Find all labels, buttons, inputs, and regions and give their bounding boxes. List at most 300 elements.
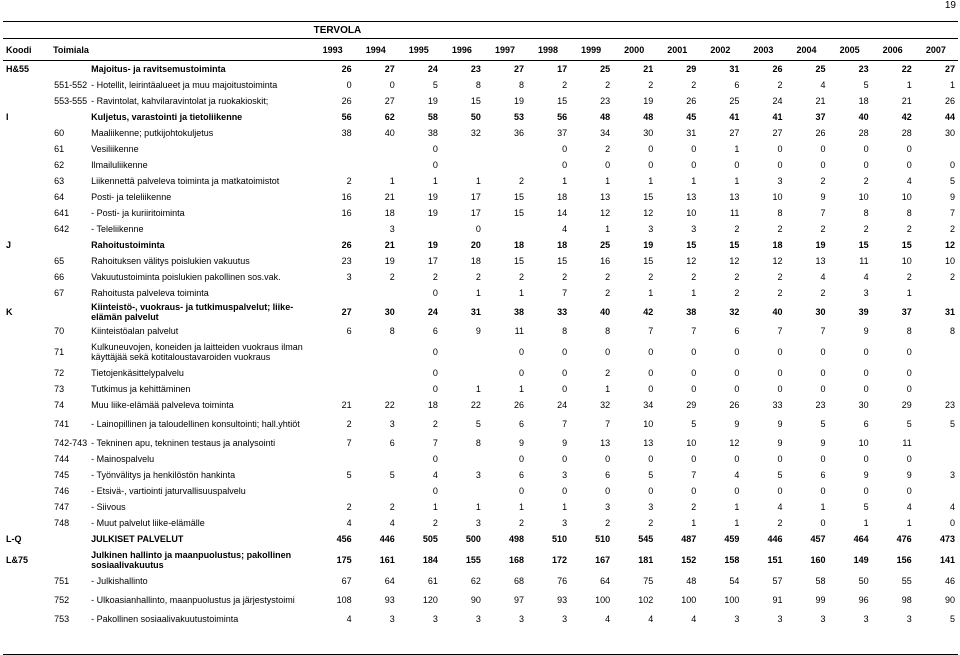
value-cell: 2 bbox=[605, 80, 611, 90]
value-cell bbox=[915, 365, 958, 381]
value-cell: 2 bbox=[820, 176, 826, 186]
value-cell: 93 bbox=[384, 595, 395, 605]
value-cell: 17 bbox=[557, 64, 568, 74]
value-cell: 1 bbox=[648, 288, 654, 298]
value-cell: 100 bbox=[724, 595, 740, 605]
value-cell: 0 bbox=[432, 347, 438, 357]
value-cell: 3 bbox=[863, 288, 869, 298]
value-cell: 1 bbox=[432, 176, 438, 186]
value-cell: 1 bbox=[906, 80, 912, 90]
value-cell: 21 bbox=[815, 96, 826, 106]
value-cell: 75 bbox=[643, 576, 654, 586]
value-cell: 1 bbox=[648, 176, 654, 186]
value-cell: 5 bbox=[949, 614, 955, 624]
value-cell: 18 bbox=[557, 192, 568, 202]
value-cell bbox=[355, 365, 398, 381]
value-cell: 8 bbox=[605, 326, 611, 336]
industry-label: - Siivous bbox=[91, 502, 126, 512]
value-cell: 40 bbox=[858, 112, 869, 122]
header-year: 2001 bbox=[656, 39, 699, 61]
value-cell: 151 bbox=[767, 555, 783, 565]
value-cell: 8 bbox=[475, 80, 481, 90]
value-cell: 2 bbox=[777, 288, 783, 298]
value-cell: 19 bbox=[513, 96, 524, 106]
industry-label: - Ravintolat, kahvilaravintolat ja ruokakioskit; bbox=[91, 96, 269, 106]
value-cell: 37 bbox=[815, 112, 826, 122]
header-code: Koodi bbox=[3, 39, 51, 61]
section-code bbox=[3, 589, 51, 611]
value-cell: 10 bbox=[944, 256, 955, 266]
value-cell: 2 bbox=[906, 272, 912, 282]
value-cell: 18 bbox=[384, 208, 395, 218]
section-code bbox=[3, 365, 51, 381]
value-cell: 13 bbox=[729, 192, 740, 202]
header-year: 2004 bbox=[785, 39, 828, 61]
table-row bbox=[3, 125, 958, 141]
value-cell: 0 bbox=[820, 368, 826, 378]
value-cell: 100 bbox=[595, 595, 611, 605]
value-cell: 13 bbox=[815, 256, 826, 266]
value-cell: 0 bbox=[691, 160, 697, 170]
value-cell: 4 bbox=[648, 614, 654, 624]
value-cell: 27 bbox=[729, 128, 740, 138]
value-cell: 0 bbox=[906, 454, 912, 464]
value-cell: 2 bbox=[906, 224, 912, 234]
value-cell: 54 bbox=[729, 576, 740, 586]
value-cell: 19 bbox=[384, 256, 395, 266]
industry-code: 61 bbox=[54, 144, 65, 154]
value-cell: 64 bbox=[384, 576, 395, 586]
section-code bbox=[3, 253, 51, 269]
value-cell: 2 bbox=[605, 518, 611, 528]
value-cell: 0 bbox=[734, 486, 740, 496]
value-cell: 13 bbox=[600, 438, 611, 448]
value-cell: 27 bbox=[513, 64, 524, 74]
value-cell bbox=[484, 221, 527, 237]
value-cell: 26 bbox=[944, 96, 955, 106]
table-row bbox=[3, 413, 958, 435]
value-cell: 0 bbox=[475, 224, 481, 234]
value-cell: 0 bbox=[734, 160, 740, 170]
value-cell: 15 bbox=[513, 192, 524, 202]
value-cell: 0 bbox=[648, 160, 654, 170]
value-cell: 160 bbox=[810, 555, 826, 565]
value-cell: 9 bbox=[777, 419, 783, 429]
value-cell: 0 bbox=[863, 347, 869, 357]
value-cell: 19 bbox=[815, 240, 826, 250]
value-cell: 0 bbox=[518, 368, 524, 378]
value-cell: 0 bbox=[605, 160, 611, 170]
value-cell: 5 bbox=[863, 502, 869, 512]
value-cell: 3 bbox=[691, 224, 697, 234]
value-cell: 7 bbox=[432, 438, 438, 448]
value-cell: 3 bbox=[346, 272, 352, 282]
value-cell: 12 bbox=[772, 256, 783, 266]
value-cell: 3 bbox=[949, 470, 955, 480]
industry-label: Rahoitusta palveleva toiminta bbox=[91, 288, 209, 298]
section-code bbox=[3, 499, 51, 515]
value-cell: 2 bbox=[691, 80, 697, 90]
industry-code bbox=[51, 61, 89, 78]
value-cell: 17 bbox=[427, 256, 438, 266]
value-cell: 8 bbox=[518, 80, 524, 90]
value-cell: 38 bbox=[686, 307, 697, 317]
value-cell: 53 bbox=[513, 112, 524, 122]
value-cell: 3 bbox=[389, 614, 395, 624]
value-cell: 38 bbox=[427, 128, 438, 138]
value-cell: 41 bbox=[729, 112, 740, 122]
value-cell: 31 bbox=[686, 128, 697, 138]
value-cell: 3 bbox=[475, 470, 481, 480]
industry-label: - Muut palvelut liike-elämälle bbox=[91, 518, 205, 528]
value-cell: 6 bbox=[863, 419, 869, 429]
value-cell: 2 bbox=[863, 176, 869, 186]
section-code bbox=[3, 413, 51, 435]
value-cell: 9 bbox=[562, 438, 568, 448]
table-row bbox=[3, 285, 958, 301]
value-cell: 0 bbox=[777, 160, 783, 170]
section-code bbox=[3, 205, 51, 221]
value-cell: 8 bbox=[389, 326, 395, 336]
section-code: L-Q bbox=[6, 534, 22, 544]
industry-label: - Etsivä-, vartiointi jaturvallisuuspalvelu bbox=[91, 486, 246, 496]
value-cell: 0 bbox=[648, 347, 654, 357]
table-row bbox=[3, 253, 958, 269]
value-cell: 5 bbox=[389, 470, 395, 480]
industry-code: 753 bbox=[54, 614, 70, 624]
value-cell: 37 bbox=[901, 307, 912, 317]
value-cell: 15 bbox=[901, 240, 912, 250]
industry-code: 744 bbox=[54, 454, 70, 464]
value-cell: 2 bbox=[777, 272, 783, 282]
value-cell: 1 bbox=[949, 80, 955, 90]
value-cell: 21 bbox=[384, 192, 395, 202]
value-cell: 30 bbox=[643, 128, 654, 138]
industry-label: Liikennettä palveleva toiminta ja matkatoimistot bbox=[91, 176, 280, 186]
table-row bbox=[3, 547, 958, 573]
value-cell: 1 bbox=[906, 518, 912, 528]
value-cell: 0 bbox=[346, 80, 352, 90]
section-code bbox=[3, 515, 51, 531]
value-cell: 28 bbox=[901, 128, 912, 138]
value-cell: 20 bbox=[470, 240, 481, 250]
industry-code: 641 bbox=[54, 208, 70, 218]
section-code bbox=[3, 269, 51, 285]
value-cell: 1 bbox=[605, 384, 611, 394]
value-cell: 27 bbox=[772, 128, 783, 138]
value-cell: 7 bbox=[648, 326, 654, 336]
value-cell: 2 bbox=[346, 419, 352, 429]
value-cell: 0 bbox=[389, 80, 395, 90]
industry-label: - Mainospalvelu bbox=[91, 454, 155, 464]
value-cell: 0 bbox=[820, 144, 826, 154]
value-cell: 1 bbox=[605, 176, 611, 186]
value-cell: 1 bbox=[389, 176, 395, 186]
value-cell: 2 bbox=[605, 144, 611, 154]
industry-code: 642 bbox=[54, 224, 70, 234]
value-cell bbox=[312, 381, 355, 397]
page-number: 19 bbox=[944, 0, 956, 11]
industry-code bbox=[51, 109, 89, 125]
value-cell bbox=[915, 141, 958, 157]
value-cell: 10 bbox=[643, 419, 654, 429]
value-cell: 32 bbox=[470, 128, 481, 138]
value-cell: 10 bbox=[901, 256, 912, 266]
value-cell: 2 bbox=[518, 176, 524, 186]
value-cell bbox=[915, 339, 958, 365]
value-cell: 0 bbox=[734, 454, 740, 464]
value-cell: 5 bbox=[777, 470, 783, 480]
value-cell: 0 bbox=[648, 486, 654, 496]
value-cell: 14 bbox=[557, 208, 568, 218]
value-cell: 2 bbox=[648, 518, 654, 528]
table-row bbox=[3, 323, 958, 339]
value-cell: 34 bbox=[643, 400, 654, 410]
industry-label: - Teleliikenne bbox=[91, 224, 144, 234]
value-cell: 7 bbox=[820, 208, 826, 218]
value-cell: 90 bbox=[944, 595, 955, 605]
table-row bbox=[3, 61, 958, 78]
header-year: 2003 bbox=[742, 39, 785, 61]
value-cell: 5 bbox=[906, 419, 912, 429]
header-year: 1995 bbox=[398, 39, 441, 61]
value-cell: 26 bbox=[341, 64, 352, 74]
value-cell: 9 bbox=[518, 438, 524, 448]
value-cell bbox=[915, 381, 958, 397]
table-row bbox=[3, 189, 958, 205]
value-cell: 4 bbox=[777, 502, 783, 512]
value-cell: 41 bbox=[772, 112, 783, 122]
value-cell: 7 bbox=[820, 326, 826, 336]
value-cell: 42 bbox=[643, 307, 654, 317]
header-industry: Toimiala bbox=[51, 39, 312, 61]
value-cell: 1 bbox=[863, 518, 869, 528]
value-cell: 57 bbox=[772, 576, 783, 586]
value-cell: 0 bbox=[777, 144, 783, 154]
value-cell: 26 bbox=[686, 96, 697, 106]
value-cell: 5 bbox=[949, 419, 955, 429]
value-cell: 167 bbox=[595, 555, 611, 565]
value-cell: 99 bbox=[815, 595, 826, 605]
value-cell: 2 bbox=[432, 518, 438, 528]
section-code bbox=[3, 451, 51, 467]
value-cell: 42 bbox=[901, 112, 912, 122]
industry-code: 748 bbox=[54, 518, 70, 528]
section-code bbox=[3, 189, 51, 205]
table-row bbox=[3, 435, 958, 451]
value-cell: 4 bbox=[562, 224, 568, 234]
value-cell: 3 bbox=[562, 470, 568, 480]
value-cell: 2 bbox=[648, 272, 654, 282]
industry-label: Vakuutustoiminta poislukien pakollinen sos.vak. bbox=[91, 272, 281, 282]
value-cell: 0 bbox=[820, 518, 826, 528]
value-cell: 19 bbox=[643, 96, 654, 106]
value-cell: 168 bbox=[508, 555, 524, 565]
value-cell: 1 bbox=[734, 144, 740, 154]
value-cell: 25 bbox=[815, 64, 826, 74]
value-cell: 7 bbox=[691, 470, 697, 480]
value-cell: 10 bbox=[686, 438, 697, 448]
value-cell: 0 bbox=[562, 486, 568, 496]
value-cell: 2 bbox=[518, 272, 524, 282]
value-cell: 9 bbox=[820, 192, 826, 202]
value-cell: 3 bbox=[389, 224, 395, 234]
section-code bbox=[3, 125, 51, 141]
industry-label: Julkinen hallinto ja maanpuolustus; pakollinen sosiaalivakuutus bbox=[91, 550, 292, 570]
value-cell: 4 bbox=[346, 614, 352, 624]
value-cell: 18 bbox=[427, 400, 438, 410]
section-code: J bbox=[6, 240, 12, 250]
value-cell: 2 bbox=[734, 272, 740, 282]
value-cell: 27 bbox=[944, 64, 955, 74]
industry-label: Majoitus- ja ravitsemustoiminta bbox=[91, 64, 226, 74]
value-cell: 2 bbox=[518, 518, 524, 528]
value-cell: 5 bbox=[346, 470, 352, 480]
value-cell bbox=[355, 339, 398, 365]
value-cell: 25 bbox=[600, 64, 611, 74]
value-cell: 23 bbox=[470, 64, 481, 74]
value-cell: 48 bbox=[686, 576, 697, 586]
value-cell: 17 bbox=[470, 208, 481, 218]
industry-code: 67 bbox=[54, 288, 65, 298]
value-cell: 158 bbox=[724, 555, 740, 565]
table-body bbox=[3, 61, 958, 628]
value-cell: 3 bbox=[648, 502, 654, 512]
industry-label: Ilmailuliikenne bbox=[91, 160, 148, 170]
value-cell: 18 bbox=[858, 96, 869, 106]
value-cell: 33 bbox=[557, 307, 568, 317]
value-cell: 6 bbox=[820, 470, 826, 480]
value-cell: 0 bbox=[562, 347, 568, 357]
value-cell: 0 bbox=[734, 347, 740, 357]
value-cell: 7 bbox=[346, 438, 352, 448]
value-cell bbox=[398, 221, 441, 237]
value-cell: 40 bbox=[384, 128, 395, 138]
value-cell: 18 bbox=[557, 240, 568, 250]
section-code bbox=[3, 339, 51, 365]
table-row bbox=[3, 451, 958, 467]
industry-label: Kuljetus, varastointi ja tietoliikenne bbox=[91, 112, 243, 122]
value-cell: 28 bbox=[858, 128, 869, 138]
value-cell: 2 bbox=[605, 272, 611, 282]
value-cell: 16 bbox=[341, 208, 352, 218]
value-cell: 23 bbox=[858, 64, 869, 74]
industry-label: - Posti- ja kuriiritoiminta bbox=[91, 208, 185, 218]
value-cell: 26 bbox=[341, 96, 352, 106]
value-cell: 40 bbox=[772, 307, 783, 317]
value-cell: 3 bbox=[863, 614, 869, 624]
value-cell: 8 bbox=[562, 326, 568, 336]
header-year: 1994 bbox=[355, 39, 398, 61]
value-cell: 108 bbox=[336, 595, 352, 605]
value-cell: 457 bbox=[810, 534, 826, 544]
value-cell: 2 bbox=[346, 176, 352, 186]
table-row bbox=[3, 467, 958, 483]
value-cell: 155 bbox=[465, 555, 481, 565]
industry-label: - Lainopillinen ja taloudellinen konsultointi; hall.yhtiöt bbox=[91, 419, 300, 429]
value-cell: 56 bbox=[557, 112, 568, 122]
section-code bbox=[3, 483, 51, 499]
value-cell: 38 bbox=[341, 128, 352, 138]
value-cell: 91 bbox=[772, 595, 783, 605]
value-cell: 7 bbox=[691, 326, 697, 336]
value-cell: 8 bbox=[777, 208, 783, 218]
industry-code: 63 bbox=[54, 176, 65, 186]
industry-code: 64 bbox=[54, 192, 65, 202]
value-cell: 26 bbox=[815, 128, 826, 138]
value-cell: 19 bbox=[427, 192, 438, 202]
value-cell: 0 bbox=[777, 384, 783, 394]
value-cell: 6 bbox=[518, 470, 524, 480]
value-cell bbox=[312, 483, 355, 499]
section-code bbox=[3, 77, 51, 93]
value-cell: 12 bbox=[944, 240, 955, 250]
industry-code bbox=[51, 237, 89, 253]
value-cell: 23 bbox=[341, 256, 352, 266]
value-cell: 3 bbox=[518, 614, 524, 624]
value-cell: 56 bbox=[341, 112, 352, 122]
value-cell bbox=[355, 157, 398, 173]
value-cell: 2 bbox=[820, 288, 826, 298]
value-cell: 1 bbox=[475, 288, 481, 298]
value-cell: 64 bbox=[600, 576, 611, 586]
value-cell: 0 bbox=[863, 368, 869, 378]
value-cell: 0 bbox=[691, 384, 697, 394]
value-cell: 1 bbox=[475, 502, 481, 512]
value-cell: 76 bbox=[557, 576, 568, 586]
value-cell: 9 bbox=[863, 326, 869, 336]
table-row bbox=[3, 365, 958, 381]
industry-code bbox=[51, 531, 89, 547]
value-cell: 0 bbox=[432, 384, 438, 394]
value-cell: 32 bbox=[600, 400, 611, 410]
section-code: K bbox=[6, 307, 13, 317]
value-cell: 459 bbox=[724, 534, 740, 544]
value-cell: 93 bbox=[557, 595, 568, 605]
value-cell: 24 bbox=[427, 307, 438, 317]
value-cell: 6 bbox=[605, 470, 611, 480]
value-cell: 1 bbox=[475, 384, 481, 394]
value-cell: 4 bbox=[389, 518, 395, 528]
value-cell: 0 bbox=[734, 368, 740, 378]
value-cell: 0 bbox=[863, 160, 869, 170]
value-cell: 3 bbox=[475, 518, 481, 528]
value-cell bbox=[441, 451, 484, 467]
table-row bbox=[3, 531, 958, 547]
value-cell: 0 bbox=[863, 486, 869, 496]
value-cell: 2 bbox=[949, 224, 955, 234]
value-cell: 0 bbox=[863, 144, 869, 154]
value-cell: 1 bbox=[562, 176, 568, 186]
value-cell: 38 bbox=[513, 307, 524, 317]
value-cell: 0 bbox=[820, 347, 826, 357]
value-cell: 19 bbox=[427, 240, 438, 250]
value-cell: 4 bbox=[820, 272, 826, 282]
industry-label: - Pakollinen sosiaalivakuutustoiminta bbox=[91, 614, 239, 624]
section-code bbox=[3, 93, 51, 109]
value-cell: 11 bbox=[514, 326, 524, 336]
table-row bbox=[3, 611, 958, 627]
value-cell: 0 bbox=[432, 160, 438, 170]
value-cell: 0 bbox=[906, 144, 912, 154]
value-cell: 473 bbox=[939, 534, 955, 544]
value-cell bbox=[915, 435, 958, 451]
industry-code: 752 bbox=[54, 595, 70, 605]
value-cell: 149 bbox=[853, 555, 869, 565]
value-cell: 102 bbox=[638, 595, 654, 605]
industry-label: - Ulkoasianhallinto, maanpuolustus ja järjestystoimi bbox=[91, 595, 295, 605]
value-cell: 4 bbox=[734, 470, 740, 480]
